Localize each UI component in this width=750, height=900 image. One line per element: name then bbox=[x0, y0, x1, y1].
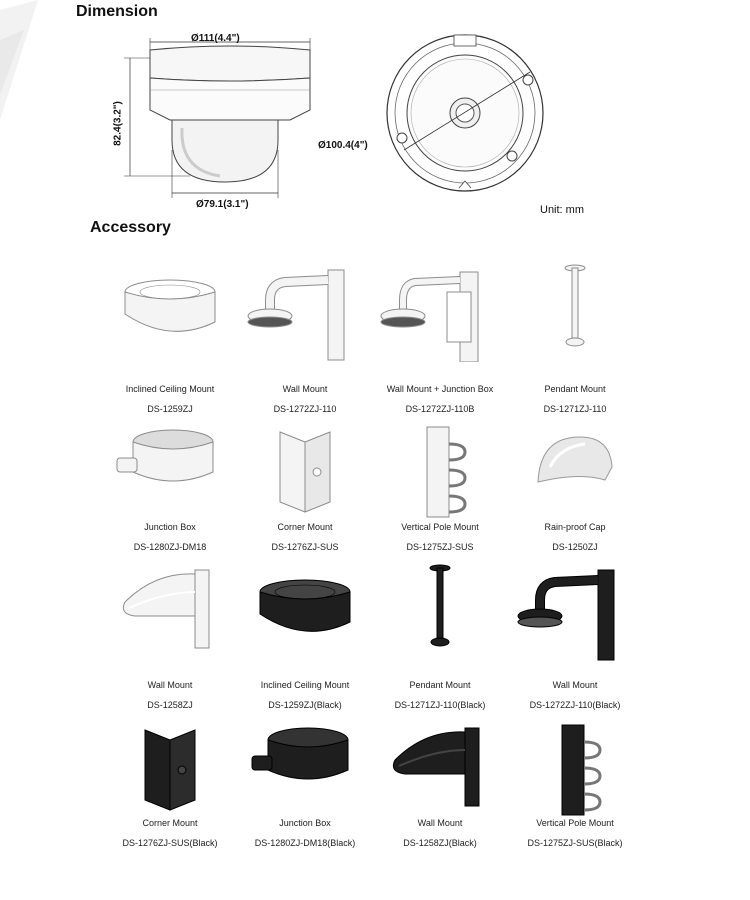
pendant-mount-black-icon bbox=[365, 552, 515, 662]
accessory-name: Inclined Ceiling Mount bbox=[260, 680, 350, 690]
camera-side-view-drawing bbox=[110, 30, 320, 220]
accessory-model: DS-1276ZJ-SUS bbox=[271, 542, 339, 552]
accessory-model: DS-1276ZJ-SUS(Black) bbox=[122, 838, 218, 848]
accessory-name: Wall Mount bbox=[147, 680, 193, 690]
accessory-item bbox=[500, 710, 650, 848]
wall-mount-white-icon bbox=[230, 252, 380, 362]
accessory-item bbox=[230, 252, 380, 414]
rain-cap-icon bbox=[500, 412, 650, 522]
wall-mount-curved-white-icon bbox=[95, 552, 245, 662]
wall-mount-black-icon bbox=[500, 552, 650, 662]
accessory-model: DS-1250ZJ bbox=[552, 542, 598, 552]
corner-mount-white-icon bbox=[230, 412, 380, 522]
corner-mount-black-icon bbox=[95, 710, 245, 820]
accessory-model: DS-1272ZJ-110B bbox=[405, 404, 475, 414]
accessory-item bbox=[95, 252, 245, 414]
accessory-name: Corner Mount bbox=[142, 818, 198, 828]
accessory-model: DS-1271ZJ-110(Black) bbox=[394, 700, 486, 710]
accessory-name: Junction Box bbox=[144, 522, 196, 532]
wall-mount-curved-black-icon bbox=[365, 710, 515, 820]
accessory-item bbox=[500, 412, 650, 552]
accessory-model: DS-1271ZJ-110 bbox=[543, 404, 607, 414]
accessory-model: DS-1275ZJ-SUS bbox=[406, 542, 474, 552]
accessory-model: DS-1275ZJ-SUS(Black) bbox=[527, 838, 623, 848]
inclined-ceiling-mount-black-icon bbox=[230, 552, 380, 662]
accessory-model: DS-1259ZJ(Black) bbox=[268, 700, 342, 710]
accessory-item bbox=[500, 552, 650, 710]
accessory-name: Wall Mount bbox=[552, 680, 598, 690]
junction-box-black-icon bbox=[230, 710, 380, 820]
accessory-heading: Accessory bbox=[90, 219, 171, 236]
junction-box-white-icon bbox=[95, 412, 245, 522]
accessory-name: Wall Mount + Junction Box bbox=[386, 384, 494, 394]
accessory-item bbox=[365, 710, 515, 848]
pole-mount-black-icon bbox=[500, 710, 650, 820]
accessory-model: DS-1272ZJ-110(Black) bbox=[529, 700, 621, 710]
accessory-item bbox=[230, 710, 380, 848]
accessory-name: Wall Mount bbox=[282, 384, 328, 394]
accessory-name: Corner Mount bbox=[277, 522, 333, 532]
pendant-mount-white-icon bbox=[500, 252, 650, 362]
accessory-model: DS-1258ZJ bbox=[147, 700, 193, 710]
accessory-name: Pendant Mount bbox=[544, 384, 606, 394]
wall-mount-junction-white-icon bbox=[365, 252, 515, 362]
accessory-item bbox=[95, 552, 245, 710]
accessory-model: DS-1258ZJ(Black) bbox=[403, 838, 477, 848]
base-diameter-label: Ø100.4(4") bbox=[318, 140, 368, 151]
accessory-item bbox=[500, 252, 650, 414]
dimension-heading: Dimension bbox=[76, 3, 158, 20]
accessory-item bbox=[230, 552, 380, 710]
height-label: 82.4(3.2") bbox=[112, 101, 124, 146]
accessory-item bbox=[95, 412, 245, 552]
accessory-name: Rain-proof Cap bbox=[544, 522, 606, 532]
accessory-model: DS-1280ZJ-DM18(Black) bbox=[254, 838, 356, 848]
accessory-model: DS-1272ZJ-110 bbox=[273, 404, 337, 414]
accessory-name: Inclined Ceiling Mount bbox=[125, 384, 215, 394]
unit-label: Unit: mm bbox=[540, 204, 584, 216]
accessory-item bbox=[365, 552, 515, 710]
pole-mount-white-icon bbox=[365, 412, 515, 522]
accessory-name: Wall Mount bbox=[417, 818, 463, 828]
accessory-item bbox=[230, 412, 380, 552]
accessory-item bbox=[365, 412, 515, 552]
accessory-item bbox=[95, 710, 245, 848]
bottom-width-label: Ø79.1(3.1") bbox=[196, 199, 249, 210]
accessory-model: DS-1280ZJ-DM18 bbox=[133, 542, 207, 552]
accessory-item bbox=[365, 252, 515, 414]
background-watermark-shape bbox=[0, 0, 80, 130]
accessory-model: DS-1259ZJ bbox=[147, 404, 193, 414]
inclined-ceiling-mount-white-icon bbox=[95, 252, 245, 362]
camera-base-view-drawing bbox=[380, 28, 550, 198]
accessory-name: Vertical Pole Mount bbox=[401, 522, 479, 532]
top-width-label: Ø111(4.4") bbox=[191, 33, 240, 44]
accessory-name: Junction Box bbox=[279, 818, 331, 828]
accessory-name: Vertical Pole Mount bbox=[536, 818, 614, 828]
accessory-name: Pendant Mount bbox=[409, 680, 471, 690]
